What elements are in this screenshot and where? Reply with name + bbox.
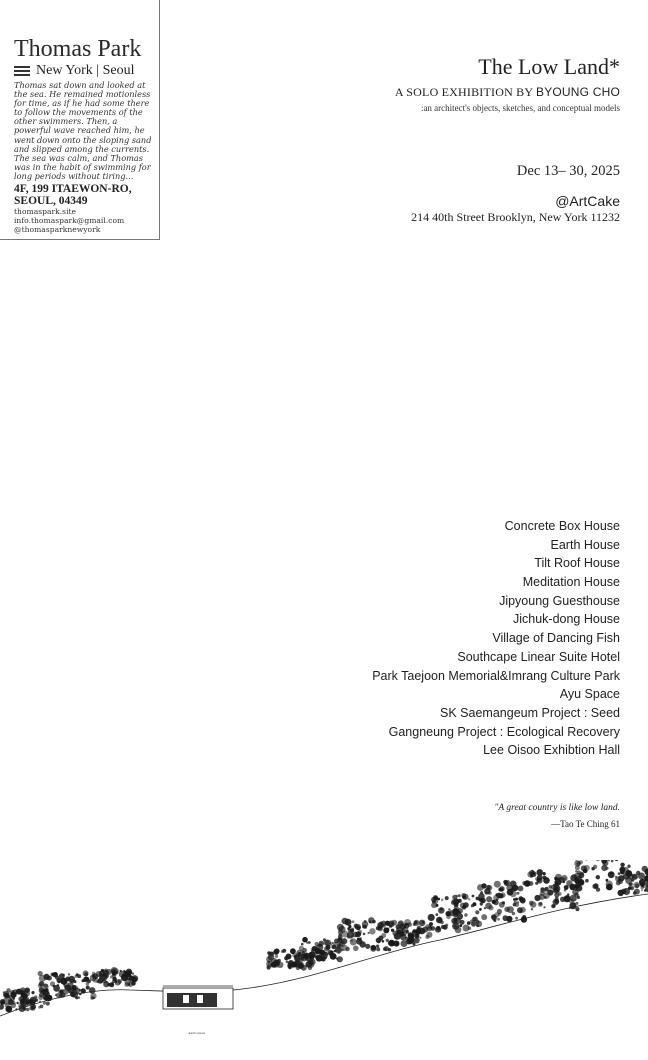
tree-foliage (269, 952, 274, 957)
tree-foliage (57, 984, 59, 986)
tree-foliage (352, 920, 355, 923)
tree-foliage (346, 921, 348, 923)
tree-foliage (620, 863, 624, 867)
tree-foliage (502, 901, 505, 904)
tree-foliage (396, 943, 398, 945)
tree-foliage (319, 950, 325, 956)
tree-foliage (513, 898, 516, 901)
cities-label: New York | Seoul (36, 63, 135, 78)
venue-name: @ArtCake (555, 193, 620, 209)
tree-foliage (275, 955, 278, 958)
tree-foliage (417, 926, 422, 931)
tree-foliage (353, 946, 359, 952)
tree-foliage (386, 939, 389, 942)
tree-foliage (542, 872, 545, 875)
tree-foliage (635, 884, 640, 889)
tree-foliage (299, 965, 301, 967)
tree-foliage (115, 971, 118, 974)
tree-foliage (370, 946, 376, 952)
tree-foliage (1, 1001, 5, 1005)
tree-foliage (468, 898, 470, 900)
tree-foliage (631, 879, 634, 882)
tree-foliage (398, 920, 404, 926)
tree-foliage (359, 937, 362, 940)
exhibition-dates: Dec 13– 30, 2025 (516, 163, 620, 179)
tree-foliage (555, 886, 558, 889)
tree-foliage (0, 1004, 4, 1010)
tree-foliage (83, 979, 86, 982)
landscape-caption: Earth House (188, 1031, 206, 1035)
tree-foliage (408, 932, 413, 937)
tree-foliage (131, 981, 136, 986)
tree-foliage (448, 908, 451, 911)
tree-foliage (428, 914, 435, 921)
tree-foliage (481, 914, 487, 920)
tree-foliage (308, 941, 311, 944)
tree-foliage (39, 981, 45, 987)
tree-foliage (402, 932, 404, 934)
tree-foliage (86, 986, 90, 990)
tree-foliage (517, 907, 523, 913)
tree-foliage (437, 898, 440, 901)
tree-foliage (292, 963, 297, 968)
tree-foliage (642, 866, 648, 872)
venue-address: 214 40th Street Brooklyn, New York 11232 (411, 210, 620, 224)
gallery-address: 4F, 199 ITAEWON-RO, SEOUL, 04349 (14, 183, 132, 208)
tree-foliage (529, 901, 534, 906)
tree-foliage (581, 865, 587, 871)
tree-foliage (485, 903, 492, 910)
tree-foliage (460, 903, 466, 909)
tree-foliage (518, 886, 524, 892)
tree-foliage (8, 1003, 10, 1005)
dates-block (411, 162, 620, 225)
tree-foliage (532, 870, 534, 872)
tree-foliage (350, 938, 357, 945)
tree-foliage (53, 972, 58, 977)
tree-foliage (543, 877, 550, 884)
project-item: Meditation House (522, 575, 620, 590)
tree-foliage (62, 974, 65, 977)
tree-foliage (475, 920, 479, 924)
tree-foliage (46, 1001, 50, 1005)
tree-foliage (338, 935, 343, 940)
tree-foliage (288, 964, 292, 968)
tree-foliage (330, 953, 333, 956)
tree-foliage (634, 889, 640, 895)
tree-foliage (500, 892, 505, 897)
project-item: Southcape Linear Suite Hotel (457, 649, 620, 664)
tree-foliage (342, 918, 349, 925)
tree-foliage (274, 948, 280, 954)
tree-foliage (103, 970, 109, 976)
tree-foliage (518, 896, 523, 901)
tree-foliage (467, 921, 471, 925)
tree-foliage (120, 970, 122, 972)
tree-foliage (299, 946, 304, 951)
tree-foliage (608, 871, 615, 878)
tree-foliage (480, 902, 483, 905)
tree-foliage (363, 933, 366, 936)
tree-foliage (504, 881, 509, 886)
tree-foliage (574, 879, 579, 884)
tree-foliage (574, 860, 581, 867)
menu-icon[interactable] (14, 65, 30, 77)
tree-foliage (289, 962, 291, 964)
instagram-link[interactable]: @thomasparknewyork (14, 225, 101, 235)
tree-foliage (414, 921, 417, 924)
tree-foliage (332, 942, 334, 944)
tree-foliage (364, 920, 367, 923)
tree-foliage (345, 947, 349, 951)
subtitle-prefix: A SOLO EXHIBITION BY (394, 85, 536, 99)
tree-foliage (388, 948, 391, 951)
tree-foliage (76, 973, 79, 976)
tree-foliage (540, 888, 545, 893)
tree-foliage (360, 941, 366, 947)
tree-foliage (290, 948, 296, 954)
project-item: Earth House (550, 537, 620, 552)
tree-foliage (579, 876, 582, 879)
tree-foliage (86, 982, 90, 986)
tree-foliage (639, 879, 646, 886)
tree-foliage (347, 927, 350, 930)
project-list (372, 517, 620, 760)
tree-foliage (369, 928, 375, 934)
tree-foliage (492, 915, 498, 921)
tree-foliage (4, 993, 9, 998)
tree-foliage (569, 902, 576, 909)
project-item: Concrete Box House (504, 519, 620, 533)
tree-foliage (607, 884, 613, 890)
tree-foliage (453, 899, 459, 905)
tree-foliage (481, 883, 486, 888)
tree-foliage (308, 966, 312, 970)
tree-foliage (435, 927, 441, 933)
tree-foliage (618, 879, 623, 884)
tree-foliage (357, 938, 359, 940)
tree-foliage (627, 865, 630, 868)
tree-foliage (560, 897, 565, 902)
tree-foliage (378, 926, 382, 930)
tree-foliage (413, 929, 417, 933)
tree-foliage (499, 886, 504, 891)
tree-foliage (298, 952, 301, 955)
tree-foliage (559, 877, 565, 883)
tree-foliage (133, 977, 135, 979)
tree-foliage (555, 881, 560, 886)
tree-foliage (607, 860, 610, 862)
tree-foliage (506, 916, 512, 922)
tree-foliage (45, 988, 49, 992)
tree-foliage (352, 928, 354, 930)
tree-foliage (376, 938, 382, 944)
tree-foliage (416, 934, 419, 937)
tree-foliage (606, 867, 609, 870)
tree-foliage (497, 918, 500, 921)
tree-foliage (575, 907, 579, 911)
tree-foliage (429, 922, 433, 926)
tree-foliage (514, 901, 517, 904)
tree-foliage (623, 867, 629, 873)
site-link[interactable]: thomaspark.site (14, 207, 77, 217)
tree-foliage (606, 879, 609, 882)
project-item: Tilt Roof House (534, 556, 620, 571)
tree-foliage (515, 917, 518, 920)
tree-foliage (44, 974, 50, 980)
project-item: Ayu Space (559, 687, 620, 702)
tree-foliage (324, 940, 330, 946)
tree-foliage (537, 869, 543, 875)
tree-foliage (282, 949, 286, 953)
tree-foliage (472, 902, 476, 906)
tree-foliage (445, 896, 449, 900)
tree-foliage (100, 975, 103, 978)
tree-foliage (106, 981, 108, 983)
tree-foliage (527, 872, 533, 878)
tree-foliage (341, 949, 344, 952)
tree-foliage (446, 915, 451, 920)
tree-foliage (316, 955, 323, 962)
tree-foliage (441, 899, 443, 901)
tree-foliage (553, 899, 559, 905)
tree-foliage (109, 982, 114, 987)
tree-foliage (419, 937, 421, 939)
tree-foliage (7, 1008, 9, 1010)
tree-foliage (20, 996, 27, 1003)
tree-foliage (593, 865, 597, 869)
tree-foliage (426, 932, 432, 938)
tree-foliage (301, 943, 304, 946)
tree-foliage (68, 973, 70, 975)
cities-row (14, 63, 159, 79)
tree-foliage (286, 954, 292, 960)
tree-foliage (354, 924, 359, 929)
tree-foliage (84, 972, 88, 976)
tree-foliage (596, 860, 600, 861)
tree-foliage (451, 918, 457, 924)
tree-foliage (539, 902, 542, 905)
tree-foliage (124, 978, 131, 985)
tree-foliage (628, 886, 632, 890)
tree-foliage (431, 926, 436, 931)
tree-foliage (267, 965, 271, 969)
tree-foliage (311, 948, 314, 951)
tree-foliage (435, 913, 438, 916)
tree-foliage (286, 960, 289, 963)
email-link[interactable]: info.thomaspark@gmail.com (14, 216, 125, 226)
tree-foliage (475, 910, 479, 914)
quote-block (494, 802, 620, 831)
tree-foliage (55, 994, 58, 997)
tree-foliage (479, 908, 482, 911)
tree-foliage (536, 877, 542, 883)
tree-foliage (305, 955, 311, 961)
tree-foliage (376, 947, 380, 951)
tree-foliage (20, 991, 24, 995)
tree-foliage (347, 932, 354, 939)
tree-foliage (453, 913, 458, 918)
tree-foliage (443, 925, 448, 930)
tree-foliage (130, 972, 132, 974)
tree-foliage (338, 929, 343, 934)
tree-foliage (437, 917, 442, 922)
tree-foliage (472, 895, 475, 898)
artist-name: BYOUNG CHO (535, 85, 620, 99)
project-item: Jichuk-dong House (512, 612, 620, 627)
tree-foliage (618, 872, 621, 875)
tree-foliage (40, 1005, 44, 1009)
tree-foliage (577, 896, 580, 899)
tree-foliage (487, 885, 493, 891)
blurb-text: Thomas sat down and looked at the sea. He remained motionless for time, as if he had some there to follow the movements of the other swimmers. Then, a powerful wave reached him, he went down onto the sloping sand and slipped among the currents. The sea was calm, and Thomas was in the habit of swimming for long periods without tiring... (14, 80, 152, 181)
project-item: Gangneung Project : Ecological Recovery (388, 724, 620, 739)
tree-foliage (419, 920, 426, 927)
tree-foliage (436, 904, 439, 907)
tree-foliage (493, 895, 499, 901)
tree-foliage (35, 999, 38, 1002)
quote-text: "A great country is like low land. (494, 803, 620, 813)
tree-foliage (603, 861, 608, 866)
tree-foliage (16, 1002, 18, 1004)
tree-foliage (596, 887, 600, 891)
tree-foliage (382, 924, 385, 927)
quote-source: —Tao Te Ching 61 (551, 819, 620, 829)
tree-foliage (564, 885, 569, 890)
tree-foliage (43, 1002, 46, 1005)
tree-foliage (368, 917, 374, 923)
tree-foliage (614, 860, 618, 861)
tree-foliage (638, 873, 645, 880)
tree-foliage (75, 996, 78, 999)
tree-foliage (25, 988, 30, 993)
tree-foliage (294, 956, 301, 963)
tree-foliage (124, 971, 131, 978)
project-item: SK Saemangeum Project : Seed (440, 705, 620, 720)
tree-foliage (273, 962, 279, 968)
tree-foliage (461, 893, 466, 898)
tree-foliage (494, 881, 501, 888)
tree-foliage (334, 950, 337, 953)
tree-foliage (486, 896, 492, 902)
hillside-landscape-drawing (0, 860, 648, 1060)
tree-foliage (38, 995, 43, 1000)
tree-foliage (339, 942, 344, 947)
tree-foliage (376, 945, 379, 948)
exhibition-tagline: :an architect's objects, sketches, and conceptual models (420, 103, 620, 113)
tree-foliage (336, 958, 338, 960)
tree-foliage (480, 891, 483, 894)
tree-foliage (641, 889, 643, 891)
tree-foliage (529, 881, 534, 886)
tree-foliage (26, 1008, 30, 1012)
tree-foliage (358, 930, 362, 934)
tree-foliage (458, 894, 461, 897)
tree-foliage (460, 920, 465, 925)
gallery-name[interactable]: Thomas Park (14, 36, 142, 62)
tree-foliage (576, 885, 583, 892)
tree-foliage (470, 920, 473, 923)
project-item: Village of Dancing Fish (492, 631, 620, 646)
tree-foliage (468, 927, 471, 930)
tree-foliage (65, 985, 71, 991)
tree-foliage (394, 933, 401, 940)
tree-foliage (31, 991, 34, 994)
tree-foliage (629, 883, 633, 887)
tree-foliage (27, 997, 30, 1000)
tree-foliage (29, 1001, 31, 1003)
tree-foliage (510, 887, 515, 892)
tree-foliage (10, 997, 15, 1002)
tree-foliage (318, 944, 321, 947)
exhibition-title: The Low Land* (478, 54, 620, 79)
tree-foliage (452, 899, 454, 901)
tree-foliage (507, 906, 514, 913)
tree-foliage (438, 907, 445, 914)
tree-foliage (611, 860, 614, 862)
exhibition-subtitle (395, 84, 620, 100)
tree-foliage (93, 977, 99, 983)
tree-foliage (458, 911, 461, 914)
tree-foliage (596, 875, 600, 879)
tree-foliage (454, 925, 456, 927)
tree-foliage (39, 987, 44, 992)
tree-foliage (90, 993, 96, 999)
tree-foliage (566, 895, 571, 900)
project-item: Park Taejoon Memorial&Imrang Culture Park (372, 668, 620, 683)
tree-foliage (382, 940, 385, 943)
tree-foliage (517, 892, 520, 895)
tree-foliage (464, 913, 467, 916)
header-card (0, 0, 160, 240)
tree-foliage (388, 922, 393, 927)
tree-foliage (558, 892, 562, 896)
tree-foliage (89, 987, 96, 994)
project-item: Jipyoung Guesthouse (499, 593, 620, 608)
project-item: Lee Oisoo Exhibtion Hall (483, 743, 620, 758)
tree-foliage (543, 906, 545, 908)
tree-foliage (414, 937, 420, 943)
tree-foliage (331, 945, 336, 950)
tree-foliage (406, 939, 412, 945)
tree-foliage (68, 976, 75, 983)
tree-foliage (386, 928, 389, 931)
tree-foliage (575, 870, 577, 872)
tree-foliage (575, 889, 577, 891)
tree-foliage (517, 901, 519, 903)
tree-foliage (534, 895, 540, 901)
tree-foliage (52, 985, 54, 987)
tree-foliage (119, 982, 121, 984)
exhibition-title-block (395, 54, 620, 114)
tree-foliage (585, 879, 589, 883)
tree-foliage (531, 908, 533, 910)
